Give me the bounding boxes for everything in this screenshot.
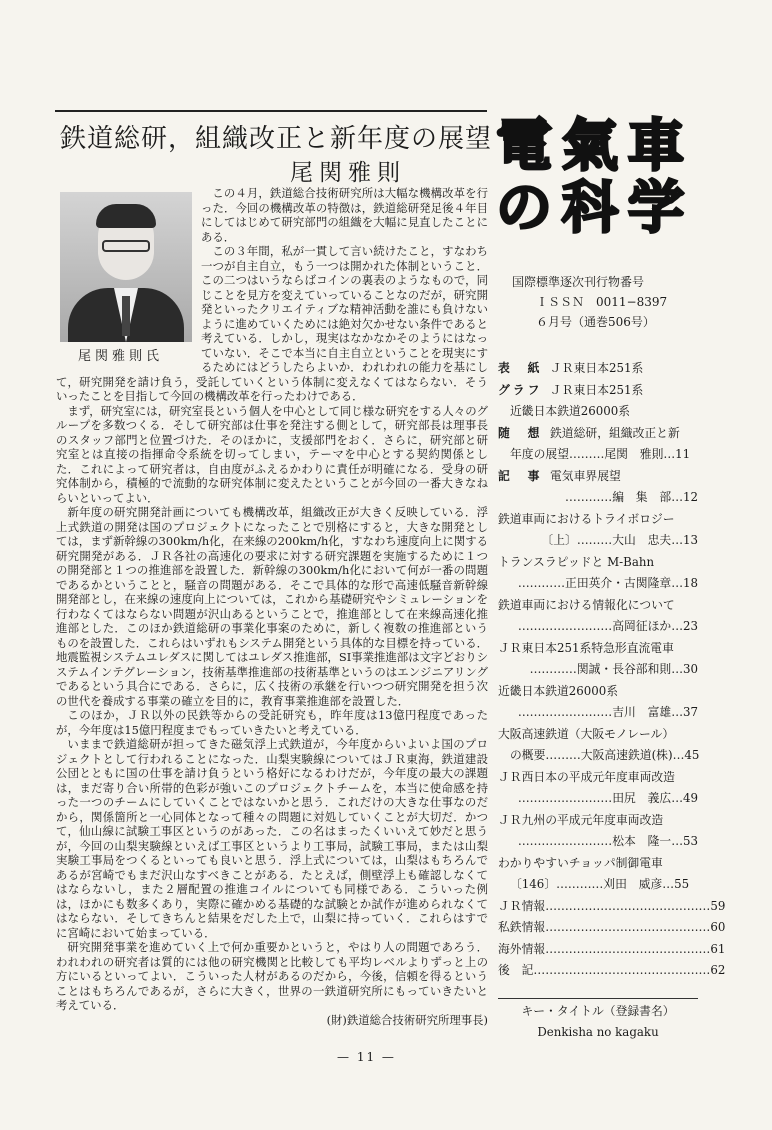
paragraph: このほか，ＪＲ以外の民鉄等からの受託研究も，昨年度は13億円程度であったが，今年度は15億円程度までもっていきたいと考えている． xyxy=(56,708,488,737)
issn-number: ＩＳＳＮ 0011−8397 xyxy=(536,295,668,309)
paragraph: 新年度の研究開発計画についても機構改革，組織改正が大きく反映している．浮上式鉄道の開発は国のプロジェクトになったことで別格にすると，大きな開発としては，まず新幹線の300km/h化，在来線の200km/h化，すなわち速度向上に関する研究開発がある．ＪＲ各社の高速化の要求に対する研究課題を実施するために１つの開発部と１つの推進部を設置した．新幹線の300km/h化において何が一番の問題であるかということと，騒音の問題がある．そこで具体的な形で高速低騒音新幹線開発部とし，在来線の速度向上については，これから基礎研究やシミュレーションを行わなくてはならない問題が沢山あるということで，推進部として在来線高速化推進部とした．このほか鉄道総研の事業化事案のために，新しく複数の推進部というものを設置した．これらはいずれもシステム開発という具体的な目標を持っている．地震監視システムユレダスに関してはユレダス推進部，SI事業推進部は文字どおりシステムインテグレーション，技術基準推進部の技術基準というのはエンジニアリングであるという具合にである．さらに，広く技術の承継を行いつつ研究開発を担う次の世代を養成する事業の確立を目的に，教育事業推進部を設置した． xyxy=(56,505,488,708)
toc-entry: 私鉄情報……………………………………60 xyxy=(498,920,726,934)
issue-number: ６月号（通巻506号） xyxy=(536,315,655,329)
toc-label: 表 紙 xyxy=(498,361,543,375)
toc-entry: 海外情報……………………………………61 xyxy=(498,941,726,956)
logo-char: 学 xyxy=(628,176,684,241)
toc-label: 随 想 xyxy=(498,425,543,440)
title-rule xyxy=(55,110,487,112)
toc-entry: 電気車界展望 xyxy=(550,468,621,483)
toc-entry: ……………………松本 隆一…53 xyxy=(517,834,698,848)
paragraph: いままで鉄道総研が担ってきた磁気浮上式鉄道が，今年度からいよいよ国のプロジェクトとして行われることになった．山梨実験線についてはＪＲ東海，鉄道建設公団とともに国の仕事を請け負うという格好になるわけだが，今年度の最大の課題は，まだ寄り合い所帯的色彩が強いこのプロジェクトチームを，本当に使命感を持った一つのチームにしていくことではないかと思う．これだけの大きな仕事なのだから，関係箇所と一心同体となって種々の問題に対処していくことが大切だ．かつて，仙山線に試験工事区というのがあった．この名はまったくいいえて妙だと思うが，今回の山梨実験線といえば工事区というより工事局，試験工事局，または山梨実験工事局をつくるといっても良いと思う．浮上式については，山梨はもちろんであるが宮崎でもまだ沢山なすべきことがある．たとえば，側壁浮上も確認しなくてはならないし，また２層配置の推進コイルについても同様である．こういった例は，ほかにも数多くあり，実際に確かめる基礎的な試験とか試作が進められなくてはならない．そしてきちんと結果をだした上で，山梨に持っていく．これらはすでに宮崎において始まっている． xyxy=(56,737,488,940)
article-title: 鉄道総研，組織改正と新年度の展望 xyxy=(60,124,493,154)
paragraph: 研究開発事業を進めていく上で何か重要かというと，やはり人の問題であろう．われわれの研究者は質的には他の研究機関と比較しても平均レベルよりずっと上の方にいるといってよい．こういった人材があるのだから，今後，信頼を得るということはもちろんであるが，さらに大きく，世界の一鉄道研究所にもっていきたいと考えている． xyxy=(56,940,488,1012)
toc-entry: ＪＲ東日本251系特急形直流電車 xyxy=(498,640,674,655)
toc-entry: ＪＲ西日本の平成元年度車両改造 xyxy=(498,769,675,784)
article-author: 尾関雅則 xyxy=(290,160,406,186)
toc-entry: …………関誠・長谷部和則…30 xyxy=(529,662,698,676)
toc-entry: 鉄道車両におけるトライボロジー xyxy=(498,511,675,526)
signature: (財)鉄道総合技術研究所理事長) xyxy=(326,1012,488,1027)
toc-entry: ……………………田尻 義広…49 xyxy=(517,791,698,805)
toc-entry: の概要………大阪高速鉄道(株)…45 xyxy=(510,748,700,762)
toc-entry: ＪＲ東日本251系 xyxy=(550,361,644,375)
logo-char: の xyxy=(496,176,552,241)
logo-char: 科 xyxy=(562,176,618,241)
toc-label: 記 事 xyxy=(498,468,543,483)
toc-entry: ＪＲ東日本251系 xyxy=(550,382,644,397)
issn-label: 国際標準逐次刊行物番号 xyxy=(512,275,645,289)
paragraph: まず，研究室には，研究室長という個人を中心として同じ様な研究をする人々のグループを多数つくる．そして研究部は仕事を発注する側として，研究部長は理事長のスタッフ部門と位置づけた．そのほかに，支援部門をおく．さらに，研究部と研究室とは直接の指揮命令系統を切ってしまい，テーマを中心とする契約関係とした．これによって研究者は，自由度がふえるかわりに責任が明確になる．受身の研究体制から，積極的で流動的な研究体制に変えたということが今回の一番大きなねらいといってよい． xyxy=(56,403,488,505)
toc-entry: 〔146〕…………刈田 威彦…55 xyxy=(510,877,690,891)
logo-char: 車 xyxy=(628,114,684,179)
toc-entry: 後 記………………………………………62 xyxy=(498,963,726,977)
logo-char: 電 xyxy=(496,114,552,179)
toc-entry: ……………………吉川 富雄…37 xyxy=(517,705,698,719)
toc-entry: …………編 集 部…12 xyxy=(565,490,698,504)
toc-entry: 鉄道車両における情報化について xyxy=(498,597,675,612)
toc-entry: ……………………高岡征ほか…23 xyxy=(517,619,698,633)
toc-entry: 大阪高速鉄道（大阪モノレール） xyxy=(498,726,675,741)
toc-entry: 〔上〕………大山 忠夫…13 xyxy=(541,533,698,547)
toc-entry: ＪＲ情報……………………………………59 xyxy=(498,898,726,913)
issn-block xyxy=(512,272,667,332)
logo-char: 氣 xyxy=(562,114,618,179)
toc-entry: …………正田英介・古関隆章…18 xyxy=(517,576,698,590)
magazine-logo xyxy=(493,114,691,241)
toc-entry: ＪＲ九州の平成元年度車両改造 xyxy=(498,812,664,827)
toc-entry: 鉄道総研，組織改正と新 xyxy=(550,425,680,440)
key-title-roman: Denkisha no kagaku xyxy=(537,1025,659,1039)
toc-entry: わかりやすいチョッパ制御電車 xyxy=(498,855,663,870)
toc-entry: 近畿日本鉄道26000系 xyxy=(510,404,631,418)
paragraph: この３年間，私が一貫して言い続けたこと，すなわち一つが自主自立，もう一つは開かれた体制ということ．この二つはいうならばコインの裏表のようなもので，同じことを見方を変えていっていることなのだが，研究開発といったクリエイティブな精神活動を誰にも負けないように進めていくためには絶対欠かせない条件であると考えている．しかし，現実はなかなかそのようにはなっていない．そこで本当に自主自立ということを現実にするためにはどうしたらよいか．われわれの能力を基にして，研究開発を請け負う，受託していくという体制に変えなくてはならない．そういったことを目指して今回の機構改革を行ったわけである． xyxy=(56,244,488,403)
page-number: — 11 — xyxy=(337,1050,396,1064)
toc-label: グラフ xyxy=(498,382,543,397)
paragraph: この４月，鉄道総合技術研究所は大幅な機構改革を行った．今回の機構改革の特徴は，鉄道総研発足後４年目にしてはじめて研究部門の組織を大幅に見直したことにある． xyxy=(201,186,488,244)
portrait-caption: 尾関雅則氏 xyxy=(78,349,164,364)
table-of-contents xyxy=(498,358,726,1044)
toc-entry: 近畿日本鉄道26000系 xyxy=(498,683,619,698)
article-body xyxy=(56,186,488,1027)
key-title: キー・タイトル（登録書名） xyxy=(521,1003,675,1018)
toc-divider xyxy=(498,998,698,999)
toc-entry: 年度の展望………尾関 雅則…11 xyxy=(510,447,691,461)
toc-entry: トランスラピッドと M-Bahn xyxy=(498,554,655,569)
